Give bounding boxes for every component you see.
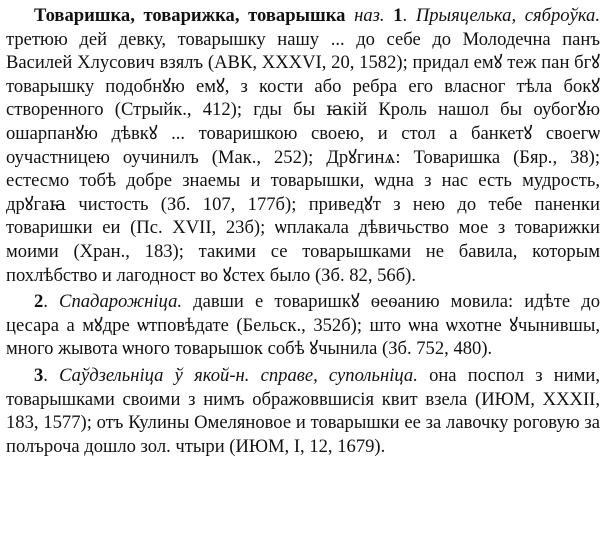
sense-gloss: Саўдзельніца ў якой-н. справе, супольніца. bbox=[59, 364, 418, 386]
sense-3-paragraph: 3. Саўдзельніца ў якой-н. справе, супольніца. она поспол з ними, товарышками своими з нимъ ображоввшисiя квит взела (ИЮМ, XXXII, 183, 1577); отъ Кулины Омеляновое и товарышки ее за лавочку роговую за полъроча дошло зол. чтыри (ИЮМ, I, 12, 1679). bbox=[6, 364, 601, 457]
sense-1-paragraph: Товаришка, товарижка, товарышка наз. 1. Прыяцелька, сяброўка. третюю дей девку, товарышку нашу ... до себе до Молодечна панъ Василей Хлусович взялъ (АВК, XXXVI, 20, 1582); придал емꙋ теж пан бгꙋ товарышку подобнꙋю емꙋ, з кости або ребра его власног тѣла бокꙋ створенного (Стрыйк., 412); гды бы ꙗкiй Кроль нашол бы оубогꙋю ошарпанꙋю дѣвкꙋ ... товаришкою своею, и стол а банкетꙋ своегѡ оучастницею оучинилъ (Мак., 252); Дрꙋгинѧ: Товаришка (Бяр., 38); естесмо тобѣ добре знаемы и товарышки, ѡдна з нас есть мудрость, дрꙋгаꙗ чистость (Зб. 107, 177б); приведꙋт з нею до тебе паненки товаришки еи (Пс. XVII, 23б); ѡплакала дѣвичьство мое з товарижки моими (Хран., 183); такими се товарышками не бавила, которым похлѣбство и лагодност во ꙋстех было (Зб. 82, 56б). bbox=[6, 5, 601, 286]
sense-citations: давши е товаришкꙋ ѳеѳанию мовила: идѣте до цесара а мꙋдре ѡтповѣдате (Бельск., 352б); што ѡна ѡхотне ꙋчынившы, много жывота ѡного товарышок собѣ ꙋчынила (Зб. 752, 480). bbox=[6, 291, 600, 360]
dictionary-entry bbox=[6, 4, 600, 458]
sense-citations: третюю дей девку, товарышку нашу ... до себе до Молодечна панъ Василей Хлусович взялъ (АВК, XXXVI, 20, 1582); придал емꙋ теж пан бгꙋ товарышку подобнꙋю емꙋ, з кости або ребра его власног тѣла бокꙋ створенного (Стрыйк., 412); гды бы ꙗкiй Кроль нашол бы оубогꙋю ошарпанꙋю дѣвкꙋ ... товаришкою своею, и стол а банкетꙋ своегѡ оучастницею оучинилъ (Мак., 252); Дрꙋгинѧ: Товаришка (Бяр., 38); естесмо тобѣ добре знаемы и товарышки, ѡдна з нас есть мудрость, дрꙋгаꙗ чистость (Зб. 107, 177б); приведꙋт з нею до тебе паненки товаришки еи (Пс. XVII, 23б); ѡплакала дѣвичьство мое з товарижки моими (Хран., 183); такими се товарышками не бавила, которым похлѣбство и лагодност во ꙋстех было (Зб. 82, 56б). bbox=[6, 28, 600, 286]
sense-number: 3 bbox=[34, 364, 44, 386]
sense-gloss: Спадарожніца. bbox=[59, 291, 183, 313]
sense-number: 2 bbox=[34, 291, 44, 313]
sense-citations: она поспол з ними, товарышками своими з нимъ ображоввшисiя квит взела (ИЮМ, XXXII, 183, 1577); отъ Кулины Омеляновое и товарышки ее за лавочку роговую за полъроча дошло зол. чтыри (ИЮМ, I, 12, 1679). bbox=[6, 364, 601, 457]
sense-2-paragraph: 2. Спадарожніца. давши е товаришкꙋ ѳеѳанию мовила: идѣте до цесара а мꙋдре ѡтповѣдате (Бельск., 352б); што ѡна ѡхотне ꙋчынившы, много жывота ѡного товарышок собѣ ꙋчынила (Зб. 752, 480). bbox=[6, 291, 600, 360]
sense-gloss: Прыяцелька, сяброўка. bbox=[415, 5, 601, 26]
headword: Товаришка, товарижка, товарышка bbox=[34, 5, 346, 26]
part-of-speech: наз. bbox=[354, 5, 385, 26]
sense-number: 1 bbox=[393, 5, 403, 26]
